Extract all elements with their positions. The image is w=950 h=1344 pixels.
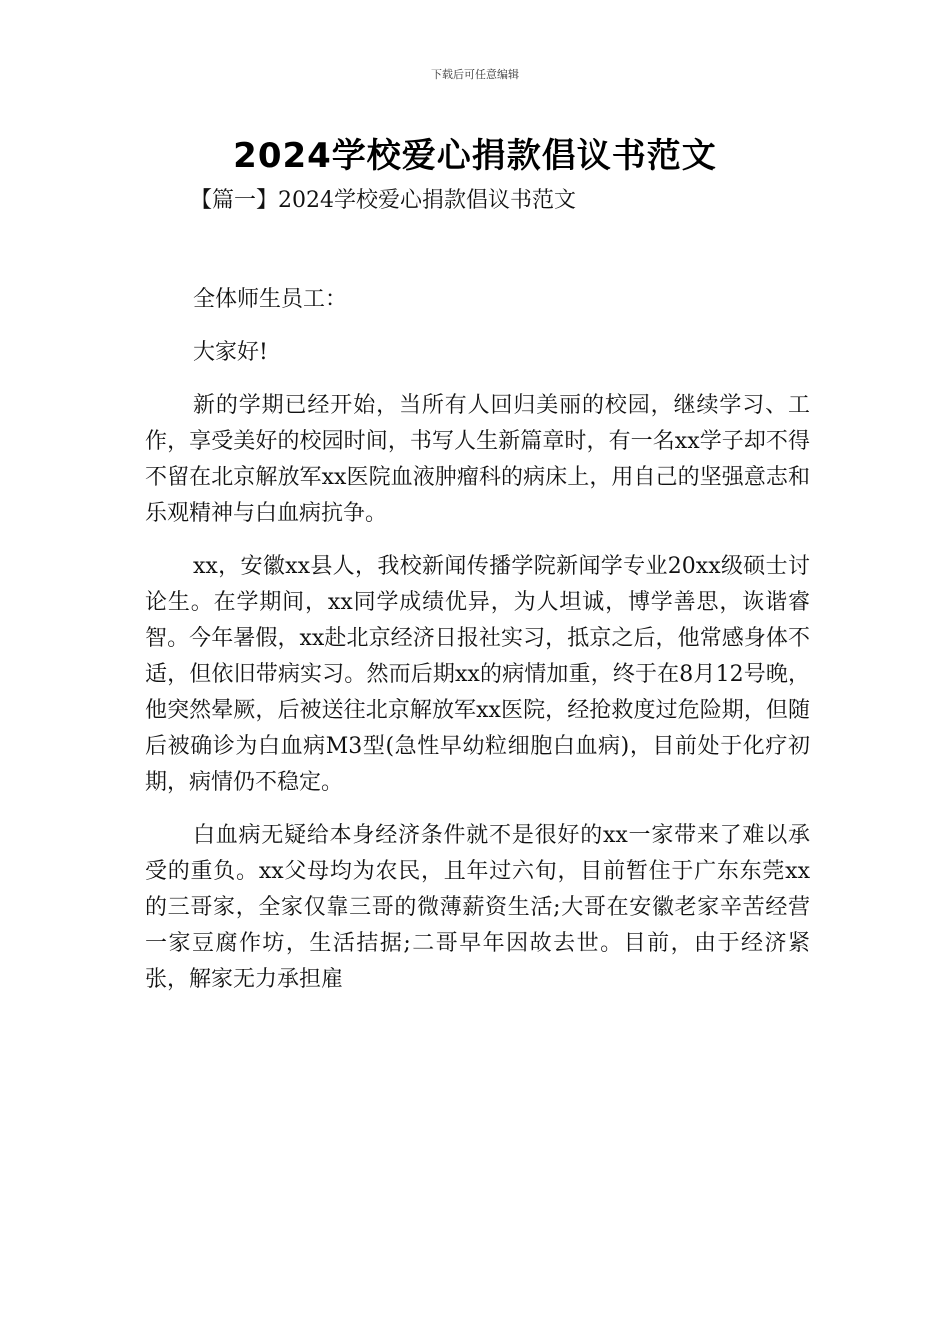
greeting: 大家好! xyxy=(193,340,268,365)
document-title: 2024学校爱心捐款倡议书范文 xyxy=(233,136,717,176)
body-paragraph: 新的学期已经开始，当所有人回归美丽的校园，继续学习、工作，享受美好的校园时间，书写人生新篇章时，有一名xx学子却不得不留在北京解放军xx医院血液肿瘤科的病床上，用自己的坚强意志和乐观精神与白血病抗争。 xyxy=(145,393,810,526)
header-note: 下载后可任意编辑 xyxy=(431,68,519,81)
body-paragraph: 白血病无疑给本身经济条件就不是很好的xx一家带来了难以承受的重负。xx父母均为农民，且年过六旬，目前暂住于广东东莞xx的三哥家，全家仅靠三哥的微薄薪资生活;大哥在安徽老家辛苦经营一家豆腐作坊，生活拮据;二哥早年因故去世。目前，由于经济紧张，解家无力承担雇 xyxy=(145,823,810,992)
document-body xyxy=(145,282,810,1015)
body-paragraph: xx，安徽xx县人，我校新闻传播学院新闻学专业20xx级硕士讨论生。在学期间，xx同学成绩优异，为人坦诚，博学善思，诙谐睿智。今年暑假，xx赴北京经济日报社实习，抵京之后，他常感身体不适，但依旧带病实习。然而后期xx的病情加重，终于在8月12号晚，他突然晕厥，后被送往北京解放军xx医院，经抢救度过危险期，但随后被确诊为白血病M3型(急性早幼粒细胞白血病)，目前处于化疗初期，病情仍不稳定。 xyxy=(145,554,810,795)
section-heading: 【篇一】2024学校爱心捐款倡议书范文 xyxy=(190,188,576,213)
salutation: 全体师生员工： xyxy=(193,287,348,312)
